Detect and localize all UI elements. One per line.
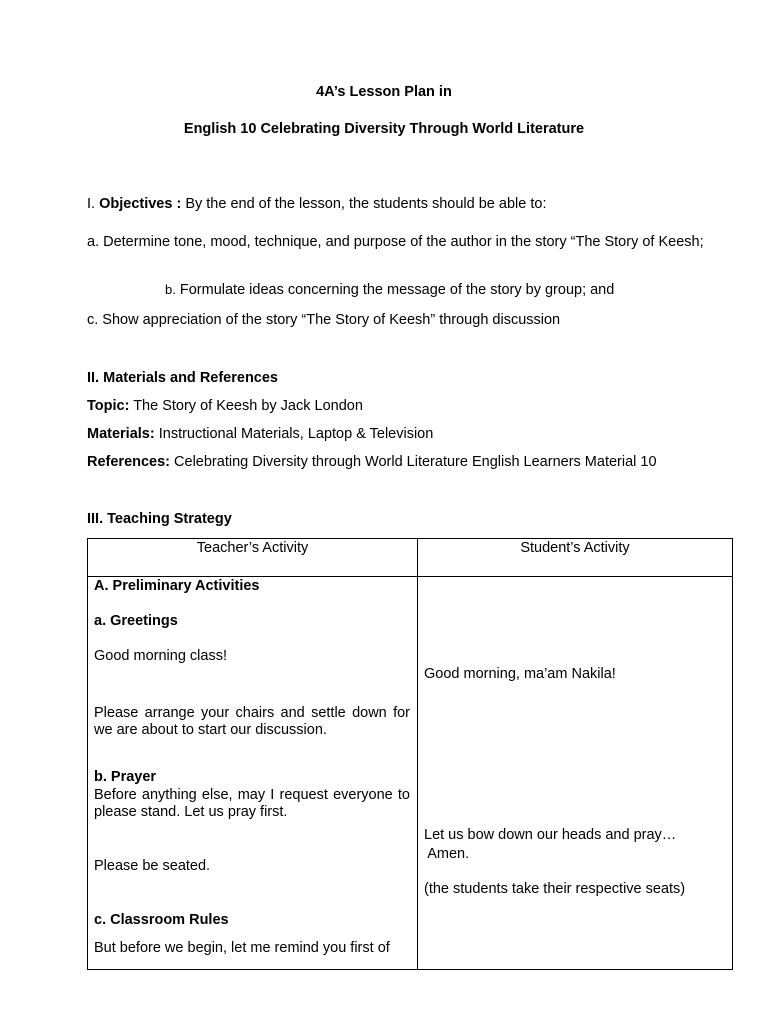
- references-label: References:: [87, 454, 171, 470]
- topic-label: Topic:: [87, 398, 130, 414]
- header-student: [418, 539, 733, 577]
- table-header-row: [88, 539, 733, 577]
- objective-a: a. Determine tone, mood, technique, and purpose of the author in the story “The Story of Keesh;: [87, 234, 704, 250]
- student-pray: Let us bow down our heads and pray…: [424, 827, 677, 843]
- teacher-activity-cell: [88, 577, 418, 970]
- title-line-2: English 10 Celebrating Diversity Through World Literature: [183, 121, 585, 137]
- materials-value: Instructional Materials, Laptop & Television: [154, 426, 434, 442]
- header-student-label: Student’s Activity: [520, 540, 630, 556]
- student-seats: (the students take their respective seats): [424, 881, 686, 897]
- header-teacher: [88, 539, 418, 577]
- header-teacher-label: Teacher’s Activity: [196, 540, 309, 556]
- objectives-label: Objectives :: [99, 196, 182, 212]
- references-line: [87, 454, 657, 470]
- topic-value: The Story of Keesh by Jack London: [129, 398, 363, 414]
- strategy-heading: III. Teaching Strategy: [87, 511, 232, 527]
- teacher-remind: But before we begin, let me remind you first of: [94, 940, 390, 956]
- references-value: Celebrating Diversity through World Literature English Learners Material 10: [170, 454, 657, 470]
- objectives-intro: By the end of the lesson, the students should be able to:: [181, 196, 547, 212]
- classroom-rules-heading: c. Classroom Rules: [94, 912, 229, 928]
- table-row: [88, 577, 733, 970]
- student-greeting: Good morning, ma’am Nakila!: [424, 666, 616, 682]
- teacher-prayer-request: Before anything else, may I request everyone to please stand. Let us pray first.: [94, 787, 410, 820]
- objective-b-text: Formulate ideas concerning the message of the story by group; and: [179, 282, 615, 298]
- topic-line: [87, 398, 363, 414]
- student-amen: Amen.: [424, 846, 470, 862]
- materials-heading: II. Materials and References: [87, 370, 278, 386]
- title-line-1: 4A’s Lesson Plan in: [316, 84, 452, 100]
- objectives-line: [87, 196, 546, 212]
- teacher-greeting: Good morning class!: [94, 648, 227, 664]
- objectives-prefix: I.: [87, 196, 100, 212]
- student-activity-cell: [418, 577, 733, 970]
- objective-c: c. Show appreciation of the story “The Story of Keesh” through discussion: [87, 312, 561, 328]
- materials-line: [87, 426, 433, 442]
- greetings-heading: a. Greetings: [94, 613, 178, 629]
- teaching-strategy-table: [87, 538, 733, 970]
- objective-b: [165, 282, 614, 298]
- teacher-arrange: Please arrange your chairs and settle down for we are about to start our discussion.: [94, 705, 410, 738]
- objective-b-marker: b.: [165, 282, 176, 297]
- preliminary-heading: A. Preliminary Activities: [94, 578, 260, 594]
- prayer-heading: b. Prayer: [94, 769, 157, 785]
- teacher-be-seated: Please be seated.: [94, 858, 211, 874]
- materials-label: Materials:: [87, 426, 155, 442]
